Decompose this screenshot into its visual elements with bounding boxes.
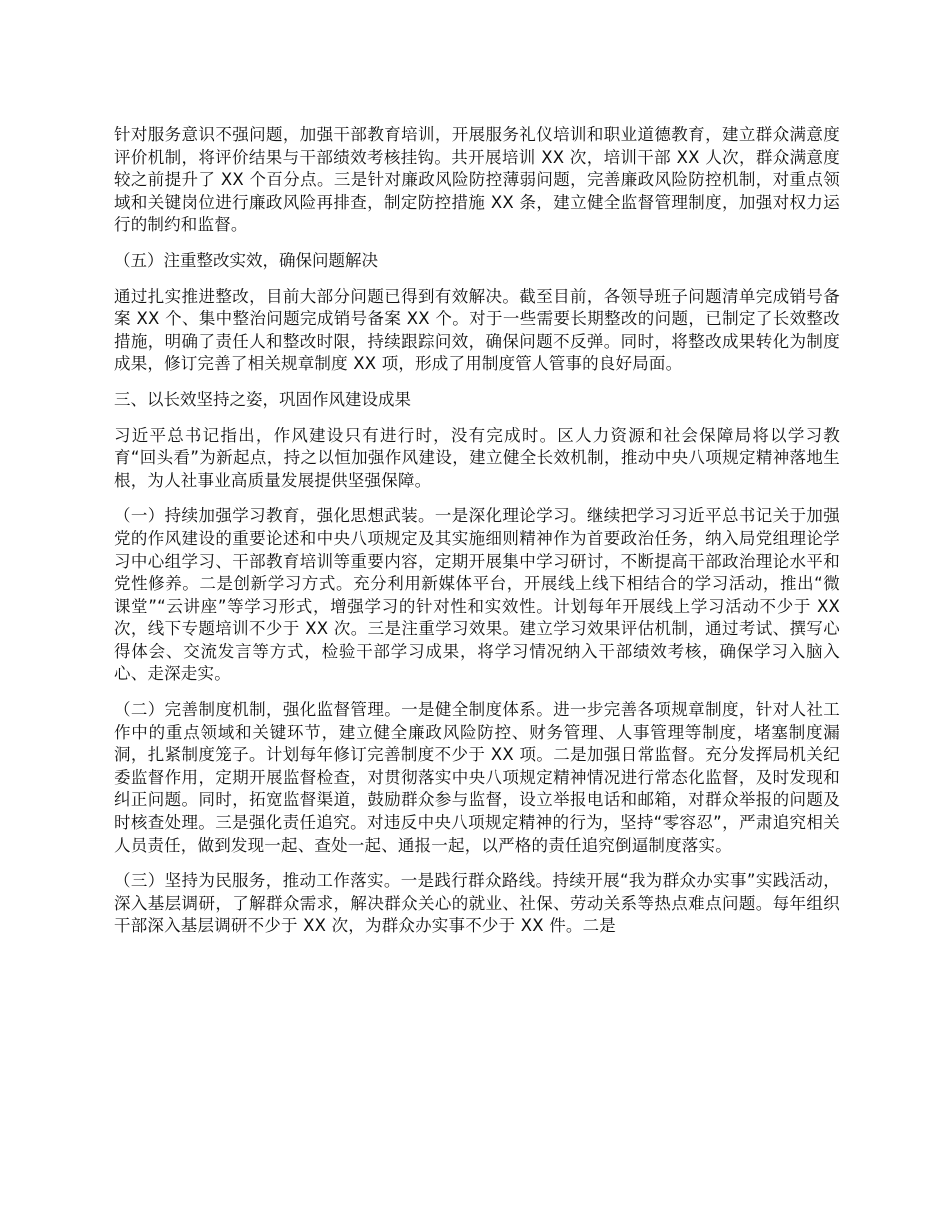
section-heading-rectification-results: （五）注重整改实效，确保问题解决	[114, 250, 378, 270]
paragraph-serve-people: （三）坚持为民服务，推动工作落实。一是践行群众路线。持续开展“我为群众办实事”实践活动，深入基层调研，了解群众需求，解决群众关心的就业、社保、劳动关系等热点难点问题。每年组织干部深入基层调研不少于 XX 次，为群众办实事不少于 XX 件。二是	[114, 871, 840, 936]
paragraph-study-education: （一）持续加强学习教育，强化思想武装。一是深化理论学习。继续把学习习近平总书记关于加强党的作风建设的重要论述和中央八项规定及其实施细则精神作为首要政治任务，纳入局党组理论学习中心组学习、干部教育培训等重要内容，定期开展集中学习研讨，不断提高干部政治理论水平和党性修养。二是创新学习方式。充分利用新媒体平台，开展线上线下相结合的学习活动，推出“微课堂”“云讲座”等学习形式，增强学习的针对性和实效性。计划每年开展线上学习活动不少于 XX 次，线下专题培训不少于 XX 次。三是注重学习效果。建立学习效果评估机制，通过考试、撰写心得体会、交流发言等方式，检验干部学习成果，将学习情况纳入干部绩效考核，确保学习入脑入心、走深走实。	[114, 506, 840, 684]
paragraph-rectification-progress: 通过扎实推进整改，目前大部分问题已得到有效解决。截至目前，各领导班子问题清单完成销号备案 XX 个、集中整治问题完成销号备案 XX 个。对于一些需要长期整改的问题，已制定了长效整改措施，明确了责任人和整改时限，持续跟踪问效，确保问题不反弹。同时，将整改成果转化为制度成果，修订完善了相关规章制度 XX 项，形成了用制度管人管事的良好局面。	[114, 286, 840, 374]
chapter-heading-long-term: 三、以长效坚持之姿，巩固作风建设成果	[114, 389, 411, 409]
paragraph-service-awareness: 针对服务意识不强问题，加强干部教育培训，开展服务礼仪培训和职业道德教育，建立群众满意度评价机制，将评价结果与干部绩效考核挂钩。共开展培训 XX 次，培训干部 XX 人次，群众满意度较之前提升了 XX 个百分点。三是针对廉政风险防控薄弱问题，完善廉政风险防控机制，对重点领域和关键岗位进行廉政风险再排查，制定防控措施 XX 条，建立健全监督管理制度，加强对权力运行的制约和监督。	[114, 125, 840, 235]
document-page	[114, 124, 840, 951]
paragraph-long-term-intro: 习近平总书记指出，作风建设只有进行时，没有完成时。区人力资源和社会保障局将以学习教育“回头看”为新起点，持之以恒加强作风建设，建立健全长效机制，推动中央八项规定精神落地生根，为人社事业高质量发展提供坚强保障。	[114, 425, 840, 490]
paragraph-institution-supervision: （二）完善制度机制，强化监督管理。一是健全制度体系。进一步完善各项规章制度，针对人社工作中的重点领域和关键环节，建立健全廉政风险防控、财务管理、人事管理等制度，堵塞制度漏洞，扎紧制度笼子。计划每年修订完善制度不少于 XX 项。二是加强日常监督。充分发挥局机关纪委监督作用，定期开展监督检查，对贯彻落实中央八项规定精神情况进行常态化监督，及时发现和纠正问题。同时，拓宽监督渠道，鼓励群众参与监督，设立举报电话和邮箱，对群众举报的问题及时核查处理。三是强化责任追究。对违反中央八项规定精神的行为，坚持“零容忍”，严肃追究相关人员责任，做到发现一起、查处一起、通报一起，以严格的责任追究倒逼制度落实。	[114, 700, 840, 855]
